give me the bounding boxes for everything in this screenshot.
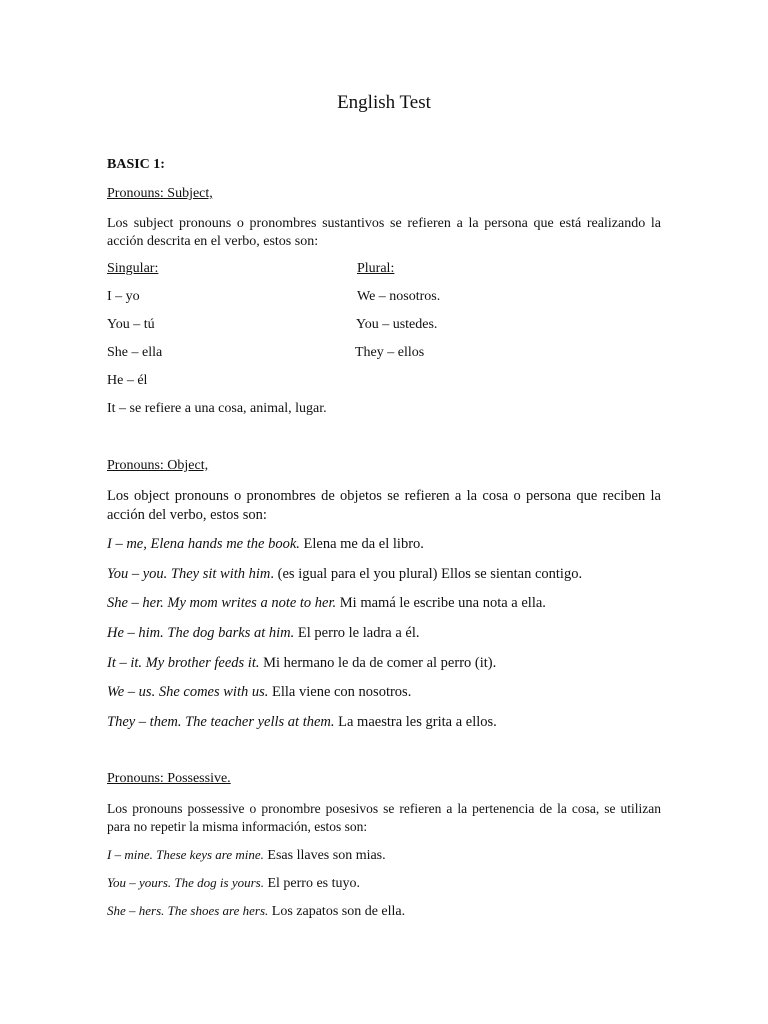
plural-label: Plural:	[357, 261, 395, 276]
singular-item: It – se refiere a una cosa, animal, lugar.	[107, 401, 327, 416]
example-english: I – mine. These keys are mine.	[107, 847, 264, 862]
plural-item: We – nosotros.	[357, 289, 441, 304]
example-spanish: El perro es tuyo.	[263, 876, 361, 891]
example-english: She – her. My mom writes a note to her.	[107, 595, 337, 611]
object-heading: Pronouns: Object,	[107, 458, 209, 473]
singular-item: You – tú	[107, 317, 155, 332]
example-english: You – you. They sit with him	[107, 566, 271, 582]
example-spanish: Ella viene con nosotros.	[268, 684, 412, 700]
example-spanish: . (es igual para el you plural) Ellos se sientan contigo.	[270, 566, 583, 582]
example-english: It – it. My brother feeds it.	[107, 655, 260, 671]
object-example	[107, 714, 497, 731]
example-english: I – me, Elena hands me the book.	[107, 536, 300, 552]
example-spanish: Elena me da el libro.	[299, 536, 424, 552]
example-english: He – him. The dog barks at him.	[107, 625, 295, 641]
object-example	[107, 655, 496, 672]
object-example	[107, 684, 411, 701]
example-spanish: Esas llaves son mias.	[263, 848, 386, 863]
possessive-example	[107, 903, 405, 920]
subject-intro: Los subject pronouns o pronombres sustantivos se refieren a la persona que está realizando la acción descrita en el verbo, estos son:	[107, 216, 661, 249]
basic-heading: BASIC 1:	[107, 157, 165, 172]
example-english: They – them. The teacher yells at them.	[107, 714, 335, 730]
subject-heading: Pronouns: Subject,	[107, 186, 213, 201]
object-intro: Los object pronouns o pronombres de objetos se refieren a la cosa o persona que reciben la acción del verbo, estos son:	[107, 488, 661, 523]
possessive-heading: Pronouns: Possessive.	[107, 771, 231, 786]
plural-item: They – ellos	[355, 345, 425, 360]
singular-item: She – ella	[107, 345, 163, 360]
example-english: You – yours. The dog is yours.	[107, 875, 264, 890]
singular-label: Singular:	[107, 261, 159, 276]
possessive-intro: Los pronouns possessive o pronombre posesivos se refieren a la pertenencia de la cosa, se utilizan para no repetir la misma información, estos son:	[107, 801, 661, 834]
page-title: English Test	[337, 92, 431, 113]
plural-item: You – ustedes.	[356, 317, 438, 332]
object-example	[107, 536, 424, 553]
possessive-example	[107, 847, 386, 864]
example-spanish: Los zapatos son de ella.	[268, 904, 406, 919]
example-spanish: Mi mamá le escribe una nota a ella.	[336, 595, 546, 611]
singular-item: I – yo	[107, 289, 140, 304]
example-english: She – hers. The shoes are hers.	[107, 903, 269, 918]
example-spanish: Mi hermano le da de comer al perro (it).	[259, 655, 497, 671]
example-spanish: El perro le ladra a él.	[294, 625, 420, 641]
object-example	[107, 625, 420, 642]
object-example	[107, 595, 546, 612]
object-example	[107, 566, 582, 583]
singular-item: He – él	[107, 373, 148, 388]
example-spanish: La maestra les grita a ellos.	[334, 714, 497, 730]
possessive-example	[107, 875, 360, 892]
example-english: We – us. She comes with us.	[107, 684, 269, 700]
